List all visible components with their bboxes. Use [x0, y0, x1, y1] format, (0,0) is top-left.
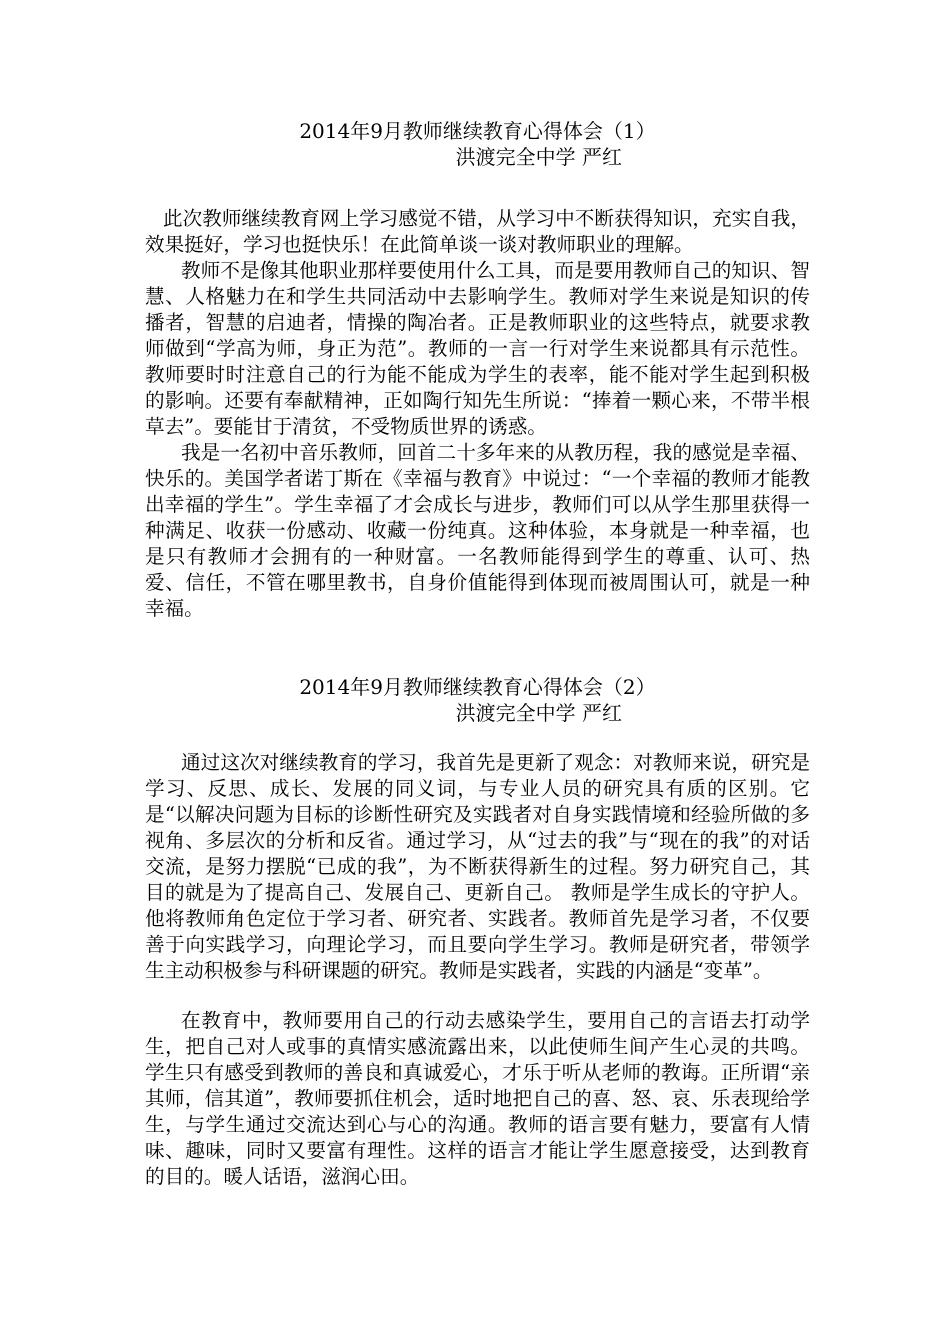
spacer	[145, 170, 810, 206]
section-spacer	[145, 622, 810, 674]
essay-2-author: 洪渡完全中学 严红	[455, 701, 622, 725]
blank-line	[145, 984, 810, 1008]
essay-1-paragraph-1: 此次教师继续教育网上学习感觉不错，从学习中不断获得知识，充实自我，效果挺好，学习也挺快乐！在此简单谈一谈对教师职业的理解。	[145, 207, 810, 256]
essay-1-author: 洪渡完全中学 严红	[455, 145, 622, 169]
spacer	[145, 726, 810, 750]
essay-2-paragraph-1: 通过这次对继续教育的学习，我首先是更新了观念：对教师来说，研究是学习、反思、成长、发展的同义词，与专业人员的研究具有质的区别。它是“以解决问题为目标的诊断性研究及实践者对自身实践情境和经验所做的多视角、多层次的分析和反省。通过学习，从“过去的我”与“现在的我”的对话交流，是努力摆脱“已成的我”，为不断获得新生的过程。努力研究自己，其目的就是为了提高自己、发展自己、更新自己。 教师是学生成长的守护人。他将教师角色定位于学习者、研究者、实践者。教师首先是学习者，不仅要善于向实践学习，向理论学习，而且要向学生学习。教师是研究者，带领学生主动积极参与科研课题的研究。教师是实践者，实践的内涵是“变革”。	[145, 751, 810, 982]
essay-2-paragraph-2: 在教育中，教师要用自己的行动去感染学生，要用自己的言语去打动学生，把自己对人或事的真情实感流露出来，以此使师生间产生心灵的共鸣。学生只有感受到教师的善良和真诚爱心，才乐于听从老师的教诲。正所谓“亲其师，信其道”，教师要抓住机会，适时地把自己的喜、怒、哀、乐表现给学生，与学生通过交流达到心与心的沟通。教师的语言要有魅力，要富有人情味、趣味，同时又要富有理性。这样的语言才能让学生愿意接受，达到教育的目的。暖人话语，滋润心田。	[145, 1009, 810, 1188]
essay-section-2	[145, 674, 810, 1190]
essay-section-1	[145, 118, 810, 622]
document-page	[145, 118, 810, 1190]
essay-1-paragraph-3: 我是一名初中音乐教师，回首二十多年来的从教历程，我的感觉是幸福、快乐的。美国学者诺丁斯在《幸福与教育》中说过：“一个幸福的教师才能教出幸福的学生”。学生幸福了才会成长与进步，教师们可以从学生那里获得一种满足、收获一份感动、收藏一份纯真。这种体验，本身就是一种幸福，也是只有教师才会拥有的一种财富。一名教师能得到学生的尊重、认可、热爱、信任，不管在哪里教书，自身价值能得到体现而被周围认可，就是一种幸福。	[145, 441, 810, 620]
essay-1-title: 2014年9月教师继续教育心得体会（1）	[299, 119, 656, 143]
essay-2-title: 2014年9月教师继续教育心得体会（2）	[299, 675, 656, 699]
essay-1-paragraph-2: 教师不是像其他职业那样要使用什么工具，而是要用教师自己的知识、智慧、人格魅力在和学生共同活动中去影响学生。教师对学生来说是知识的传播者，智慧的启迪者，情操的陶冶者。正是教师职业的这些特点，就要求教师做到“学高为师，身正为范”。教师的一言一行对学生来说都具有示范性。教师要时时注意自己的行为能不能成为学生的表率，能不能对学生起到积极的影响。还要有奉献精神，正如陶行知先生所说：“捧着一颗心来，不带半根草去”。要能甘于清贫，不受物质世界的诱惑。	[145, 259, 810, 438]
